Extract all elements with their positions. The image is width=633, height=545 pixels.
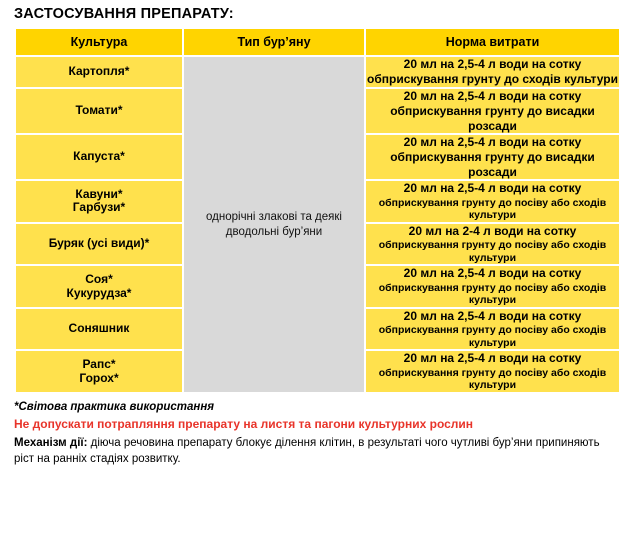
table-body — [15, 56, 620, 393]
page-title: ЗАСТОСУВАННЯ ПРЕПАРАТУ: — [14, 6, 234, 22]
norm-sub-text: обприскування грунту до посіву або сходів культури — [378, 281, 607, 307]
norm-main-text: 20 мл на 2-4 л води на сотку — [408, 223, 577, 238]
cell-culture: Соняшник — [15, 308, 183, 351]
cell-culture: Соя* Кукурудза* — [15, 265, 183, 308]
cell-culture: Капуста* — [15, 134, 183, 180]
cell-culture: Буряк (усі види)* — [15, 223, 183, 266]
note-mechanism-text: діюча речовина препарату блокує ділення клітин, в результаті чого чутливі бур’яни припиняють ріст на ранніх стадіях розвитку. — [14, 437, 600, 465]
cell-norm — [365, 88, 620, 134]
cell-norm — [365, 308, 620, 351]
norm-main-text: 20 мл на 2,5-4 л води на сотку — [403, 88, 582, 103]
cell-culture: Томати* — [15, 88, 183, 134]
cell-norm — [365, 350, 620, 393]
norm-main-text: 20 мл на 2,5-4 л води на сотку — [403, 308, 582, 323]
cell-weed-type: однорічні злакові та деякі дводольні бур’яни — [183, 56, 365, 393]
column-header-weed-type: Тип бур’яну — [183, 28, 365, 56]
column-header-norm: Норма витрати — [365, 28, 620, 56]
norm-main-text: 20 мл на 2,5-4 л води на сотку — [403, 57, 582, 71]
norm-sub-text: обприскування грунту до сходів культури — [367, 72, 618, 87]
application-table — [14, 27, 621, 394]
cell-norm — [365, 180, 620, 223]
column-header-culture: Культура — [15, 28, 183, 56]
note-world-practice: *Світова практика використання — [14, 401, 215, 414]
cell-norm — [365, 56, 620, 88]
cell-culture: Рапс* Горох* — [15, 350, 183, 393]
norm-sub-text: обприскування грунту до висадки розсади — [390, 150, 595, 179]
cell-norm — [365, 134, 620, 180]
norm-main-text: 20 мл на 2,5-4 л води на сотку — [403, 134, 582, 149]
norm-main-text: 20 мл на 2,5-4 л води на сотку — [403, 351, 582, 366]
norm-main-text: 20 мл на 2,5-4 л води на сотку — [403, 266, 582, 281]
footer-notes — [14, 394, 619, 467]
cell-culture: Картопля* — [15, 56, 183, 88]
cell-norm — [365, 265, 620, 308]
norm-sub-text: обприскування грунту до висадки розсади — [390, 104, 595, 133]
norm-sub-text: обприскування грунту до посіву або сходів культури — [378, 196, 607, 222]
note-mechanism-label: Механізм дії: — [14, 437, 88, 450]
norm-sub-text: обприскування грунту до посіву або сходів культури — [378, 366, 607, 392]
cell-culture: Кавуни* Гарбузи* — [15, 180, 183, 223]
norm-main-text: 20 мл на 2,5-4 л води на сотку — [403, 181, 582, 196]
table-row — [15, 56, 620, 88]
norm-sub-text: обприскування грунту до посіву або сходів культури — [378, 324, 607, 349]
table-header-row — [15, 28, 620, 56]
cell-norm — [365, 223, 620, 266]
note-warning: Не допускати потрапляння препарату на листя та пагони культурних рослин — [14, 417, 474, 432]
norm-sub-text: обприскування грунту до посіву або сходів культури — [378, 239, 607, 264]
note-mechanism — [14, 436, 619, 467]
